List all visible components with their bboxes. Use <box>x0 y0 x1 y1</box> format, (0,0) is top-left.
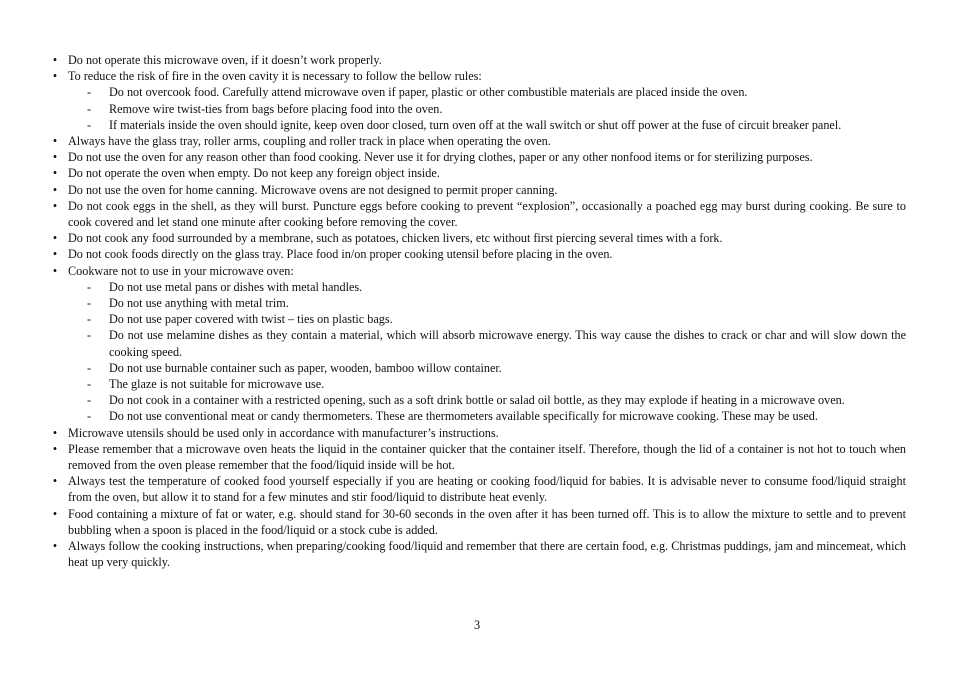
sub-list-item-text: The glaze is not suitable for microwave use. <box>109 377 325 392</box>
sub-list-item-text: Do not use anything with metal trim. <box>109 296 289 311</box>
list-item <box>50 506 906 538</box>
dash-icon: - <box>87 117 92 132</box>
list-item <box>50 68 906 133</box>
bullet-icon: • <box>52 247 58 262</box>
list-item <box>50 473 906 505</box>
list-item <box>50 425 906 441</box>
dash-icon: - <box>87 279 92 294</box>
list-item-text: Do not operate this microwave oven, if it doesn’t work properly. <box>68 53 382 67</box>
sub-list <box>68 84 906 133</box>
page-number: 3 <box>473 618 481 632</box>
list-item <box>50 230 906 246</box>
list-item-text: Do not use the oven for any reason other than food cooking. Never use it for drying clothes, paper or any other nonfood items or for sterilizing purposes. <box>68 150 813 165</box>
list-item <box>50 441 906 473</box>
list-item <box>50 133 906 149</box>
bullet-icon: • <box>52 263 58 278</box>
dash-icon: - <box>87 296 92 311</box>
bullet-icon: • <box>52 166 58 181</box>
sub-list-item-text: Do not use paper covered with twist – ties on plastic bags. <box>109 312 393 327</box>
bullet-icon: • <box>52 182 58 197</box>
sub-list-item <box>87 311 906 327</box>
sub-list-item <box>87 392 906 408</box>
list-item-text: Do not cook foods directly on the glass tray. Place food in/on proper cooking utensil before placing in the oven. <box>68 247 613 262</box>
list-item <box>50 246 906 262</box>
bullet-icon: • <box>52 134 58 149</box>
list-item <box>50 538 906 570</box>
list-item <box>50 149 906 165</box>
sub-list-item-text: Do not overcook food. Carefully attend microwave oven if paper, plastic or other combustible materials are placed inside the oven. <box>109 85 748 100</box>
sub-list-item <box>87 408 906 424</box>
sub-list-item-text: Do not use melamine dishes as they contain a material, which will absorb microwave energy. This way cause the dishes to crack or char and will slow down the cooking speed. <box>109 328 906 359</box>
list-item <box>50 52 906 68</box>
bullet-icon: • <box>52 150 58 165</box>
sub-list-item-text: If materials inside the oven should ignite, keep oven door closed, turn oven off at the wall switch or shut off power at the fuse of circuit breaker panel. <box>109 117 842 132</box>
sub-list-item <box>87 360 906 376</box>
sub-list <box>68 279 906 425</box>
list-item-text: Always test the temperature of cooked food yourself especially if you are heating or cooking food/liquid for babies. It is advisable never to consume food/liquid straight from the oven, but allow it to stand for a few minutes and stir food/liquid to distribute heat evenly. <box>68 474 906 505</box>
bullet-icon: • <box>52 231 58 246</box>
list-item-text: To reduce the risk of fire in the oven cavity it is necessary to follow the bellow rules: <box>68 69 482 84</box>
instruction-list <box>50 52 906 571</box>
sub-list-item-text: Do not use burnable container such as paper, wooden, bamboo willow container. <box>109 360 502 375</box>
dash-icon: - <box>87 312 92 327</box>
bullet-icon: • <box>52 441 58 456</box>
dash-icon: - <box>87 360 92 375</box>
sub-list-item <box>87 84 906 100</box>
sub-list-item <box>87 101 906 117</box>
bullet-icon: • <box>52 425 58 440</box>
sub-list-item <box>87 117 906 133</box>
sub-list-item-text: Remove wire twist-ties from bags before placing food into the oven. <box>109 101 443 116</box>
list-item-text: Please remember that a microwave oven heats the liquid in the container quicker that the container itself. Therefore, though the lid of a container is not hot to touch when removed from the oven please remember that the food/liquid inside will be hot. <box>68 441 906 473</box>
bullet-icon: • <box>52 474 58 489</box>
sub-list-item-text: Do not cook in a container with a restricted opening, such as a soft drink bottle or salad oil bottle, as they may explode if heating in a microwave oven. <box>109 393 845 408</box>
list-item <box>50 198 906 230</box>
sub-list-item <box>87 279 906 295</box>
sub-list-item <box>87 376 906 392</box>
bullet-icon: • <box>52 198 58 213</box>
list-item <box>50 263 906 425</box>
sub-list-item-text: Do not use conventional meat or candy thermometers. These are thermometers available specifically for microwave cooking. These may be used. <box>109 409 818 424</box>
list-item-text: Do not use the oven for home canning. Microwave ovens are not designed to permit proper canning. <box>68 182 558 197</box>
list-item-text: Cookware not to use in your microwave oven: <box>68 263 294 278</box>
dash-icon: - <box>87 328 92 343</box>
sub-list-item <box>87 327 906 359</box>
list-item-text: Always follow the cooking instructions, when preparing/cooking food/liquid and remember that there are certain food, e.g. Christmas puddings, jam and mincemeat, which heat up very quickly. <box>68 539 906 570</box>
bullet-icon: • <box>52 69 58 84</box>
bullet-icon: • <box>52 53 58 67</box>
bullet-icon: • <box>52 506 58 521</box>
list-item <box>50 182 906 198</box>
list-item-text: Do not cook eggs in the shell, as they will burst. Puncture eggs before cooking to prevent “explosion”, occasionally a poached egg may burst during cooking. Be sure to cook covered and let stand one minute after cooking before removing the cover. <box>68 198 906 230</box>
list-item-text: Always have the glass tray, roller arms, coupling and roller track in place when operating the oven. <box>68 134 551 149</box>
list-item-text: Do not cook any food surrounded by a membrane, such as potatoes, chicken livers, etc without first piercing several times with a fork. <box>68 231 723 246</box>
sub-list-item <box>87 295 906 311</box>
bullet-icon: • <box>52 539 58 554</box>
list-item-text: Microwave utensils should be used only in accordance with manufacturer’s instructions. <box>68 425 499 440</box>
dash-icon: - <box>87 409 92 424</box>
dash-icon: - <box>87 85 92 100</box>
dash-icon: - <box>87 377 92 392</box>
safety-instructions <box>50 52 906 571</box>
list-item-text: Food containing a mixture of fat or water, e.g. should stand for 30-60 seconds in the oven after it has been turned off. This is to allow the mixture to settle and to prevent bubbling when a spoon is placed in the food/liquid or a stock cube is added. <box>68 506 906 537</box>
sub-list-item-text: Do not use metal pans or dishes with metal handles. <box>109 279 363 294</box>
list-item-text: Do not operate the oven when empty. Do not keep any foreign object inside. <box>68 166 440 181</box>
dash-icon: - <box>87 393 92 408</box>
dash-icon: - <box>87 101 92 116</box>
list-item <box>50 165 906 181</box>
